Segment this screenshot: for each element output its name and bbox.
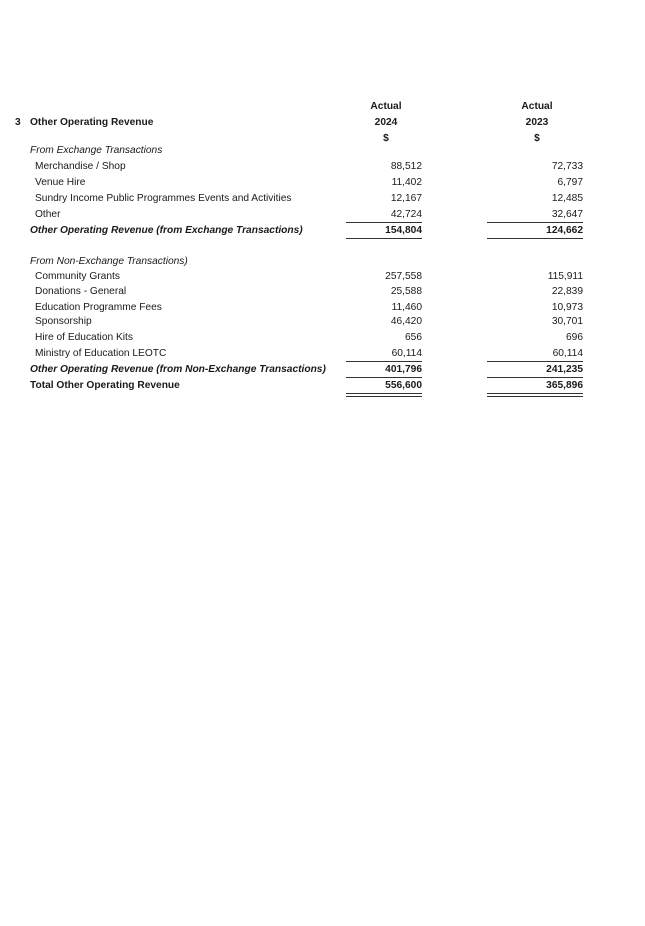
- value-2024: 88,512: [390, 161, 422, 172]
- subtotal-label: Other Operating Revenue (from Exchange Transactions): [30, 225, 303, 236]
- subtotal-2024: 154,804: [385, 225, 422, 236]
- section-heading-non-exchange: From Non-Exchange Transactions): [30, 256, 188, 267]
- value-2024: 60,114: [391, 348, 422, 359]
- subtotal-2023: 241,235: [546, 364, 583, 375]
- subtotal-underline-2024: [346, 377, 422, 378]
- row-label: Sundry Income Public Programmes Events and Activities: [35, 193, 292, 204]
- value-2023: 696: [566, 332, 583, 343]
- note-number: 3: [15, 117, 21, 128]
- row-label: Hire of Education Kits: [35, 332, 133, 343]
- value-2023: 6,797: [557, 177, 583, 188]
- value-2024: 46,420: [390, 316, 422, 327]
- row-label: Donations - General: [35, 286, 127, 297]
- column-header-2024-year: 2024: [374, 117, 398, 128]
- value-2024: 12,167: [390, 193, 422, 204]
- note-title: Other Operating Revenue: [30, 117, 154, 128]
- subtotal-underline-2024: [346, 238, 422, 239]
- column-header-2024-label: Actual: [370, 101, 402, 112]
- value-2023: 30,701: [551, 316, 583, 327]
- column-header-2023-label: Actual: [521, 101, 553, 112]
- subtotal-rule-2024: [346, 222, 422, 223]
- column-header-2023-year: 2023: [525, 117, 549, 128]
- value-2023: 72,733: [551, 161, 583, 172]
- subtotal-rule-2024: [346, 361, 422, 362]
- row-label: Education Programme Fees: [35, 302, 162, 313]
- subtotal-rule-2023: [487, 361, 583, 362]
- subtotal-label: Other Operating Revenue (from Non-Exchange Transactions): [30, 364, 326, 375]
- row-label: Merchandise / Shop: [35, 161, 126, 172]
- subtotal-underline-2023: [487, 238, 583, 239]
- value-2023: 22,839: [551, 286, 583, 297]
- value-2024: 25,588: [390, 286, 422, 297]
- value-2024: 42,724: [390, 209, 422, 220]
- total-double-underline-2024: [346, 393, 422, 397]
- value-2024: 656: [405, 332, 422, 343]
- value-2023: 12,485: [551, 193, 583, 204]
- row-label: Sponsorship: [35, 316, 92, 327]
- column-header-2023-unit: $: [534, 133, 540, 144]
- value-2023: 32,647: [551, 209, 583, 220]
- subtotal-2024: 401,796: [385, 364, 422, 375]
- total-label: Total Other Operating Revenue: [30, 380, 180, 391]
- row-label: Other: [35, 209, 61, 220]
- value-2023: 10,973: [551, 302, 583, 313]
- subtotal-rule-2023: [487, 222, 583, 223]
- section-heading-exchange: From Exchange Transactions: [30, 145, 163, 156]
- column-header-2024-unit: $: [383, 133, 389, 144]
- value-2024: 11,402: [391, 177, 422, 188]
- total-double-underline-2023: [487, 393, 583, 397]
- total-2023: 365,896: [546, 380, 583, 391]
- subtotal-2023: 124,662: [546, 225, 583, 236]
- subtotal-underline-2023: [487, 377, 583, 378]
- row-label: Ministry of Education LEOTC: [35, 348, 167, 359]
- value-2023: 115,911: [547, 271, 583, 282]
- value-2024: 11,460: [391, 302, 422, 313]
- total-2024: 556,600: [385, 380, 422, 391]
- value-2024: 257,558: [385, 271, 422, 282]
- row-label: Venue Hire: [35, 177, 86, 188]
- row-label: Community Grants: [35, 271, 120, 282]
- value-2023: 60,114: [552, 348, 583, 359]
